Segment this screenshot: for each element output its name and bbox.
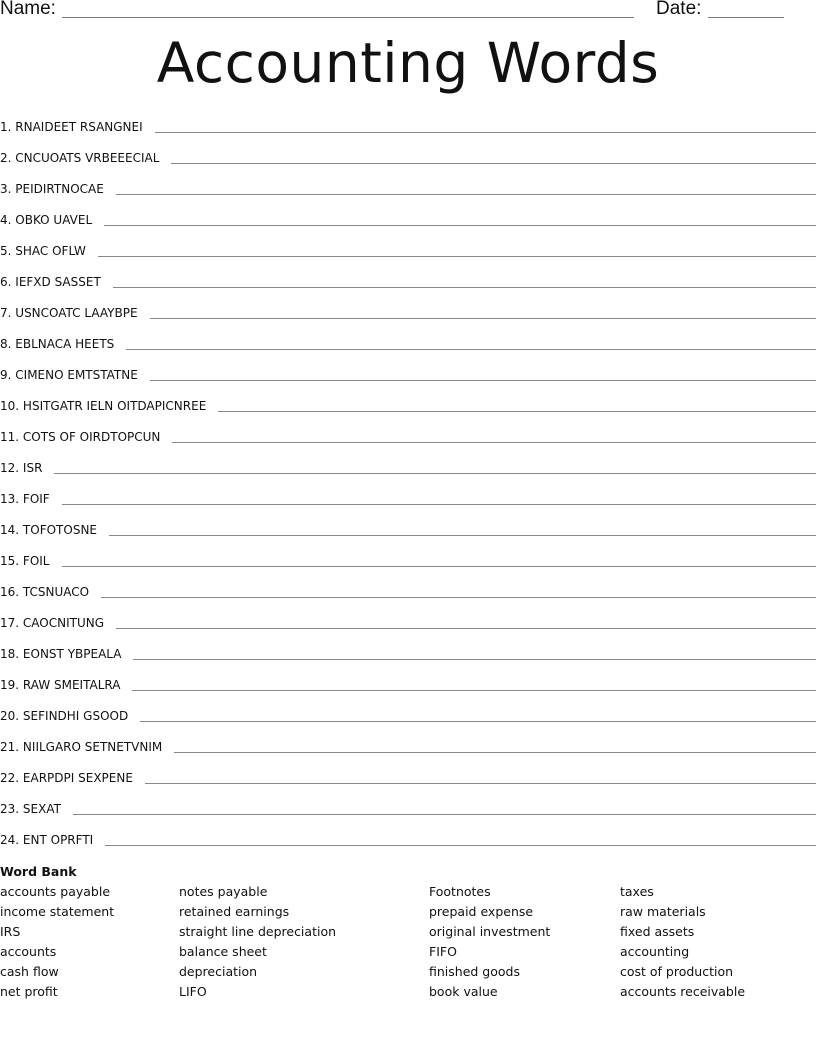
question-row: [0, 201, 816, 232]
question-row: [0, 139, 816, 170]
word-bank-column: [179, 882, 336, 1002]
question-number: 4.: [0, 213, 12, 227]
question-row: [0, 170, 816, 201]
question-row: [0, 418, 816, 449]
question-row: [0, 759, 816, 790]
scrambled-word: USNCOATC LAAYBPE: [15, 306, 138, 320]
word-bank-item: book value: [429, 984, 498, 999]
question-number: 13.: [0, 492, 20, 506]
answer-line[interactable]: [174, 751, 816, 753]
page-title: Accounting Words: [156, 31, 660, 95]
question-number: 12.: [0, 461, 20, 475]
word-bank-item: notes payable: [179, 884, 268, 899]
scrambled-word: SEFINDHI GSOOD: [22, 709, 129, 723]
word-bank-item: Footnotes: [429, 884, 491, 899]
question-number: 24.: [0, 833, 20, 847]
scrambled-word: IEFXD SASSET: [15, 275, 101, 289]
word-bank-item: finished goods: [429, 964, 520, 979]
answer-line[interactable]: [218, 410, 816, 412]
scrambled-word: EBLNACA HEETS: [15, 337, 115, 351]
question-number: 2.: [0, 151, 12, 165]
answer-line[interactable]: [113, 286, 816, 288]
question-row: [0, 325, 816, 356]
word-bank-item: cash flow: [0, 964, 59, 979]
question-number: 22.: [0, 771, 20, 785]
word-bank-item: prepaid expense: [429, 904, 534, 919]
question-number: 21.: [0, 740, 20, 754]
word-bank-item: net profit: [0, 984, 58, 999]
question-row: [0, 573, 816, 604]
scrambled-word: SEXAT: [22, 802, 61, 816]
scrambled-word: CNCUOATS VRBEEECIAL: [15, 151, 160, 165]
question-number: 15.: [0, 554, 20, 568]
word-bank-title: Word Bank: [0, 864, 77, 879]
question-row: [0, 821, 816, 852]
question-number: 5.: [0, 244, 12, 258]
question-row: [0, 728, 816, 759]
answer-line[interactable]: [150, 379, 816, 381]
name-field[interactable]: [62, 17, 634, 18]
word-bank-item: accounting: [620, 944, 690, 959]
question-row: [0, 542, 816, 573]
scrambled-word: FOIF: [22, 492, 50, 506]
answer-line[interactable]: [109, 534, 816, 536]
question-row: [0, 294, 816, 325]
scrambled-word: RAW SMEITALRA: [22, 678, 121, 692]
question-row: [0, 697, 816, 728]
word-bank-item: accounts receivable: [620, 984, 746, 999]
answer-line[interactable]: [145, 782, 816, 784]
question-number: 20.: [0, 709, 20, 723]
question-number: 6.: [0, 275, 12, 289]
answer-line[interactable]: [133, 658, 816, 660]
answer-line[interactable]: [126, 348, 816, 350]
scrambled-word: TOFOTOSNE: [22, 523, 97, 537]
word-bank-item: depreciation: [179, 964, 258, 979]
question-row: [0, 108, 816, 139]
question-number: 7.: [0, 306, 12, 320]
scrambled-word: TCSNUACO: [22, 585, 90, 599]
question-number: 9.: [0, 368, 12, 382]
word-bank-item: FIFO: [429, 944, 457, 959]
question-row: [0, 480, 816, 511]
scrambled-word: CIMENO EMTSTATNE: [15, 368, 138, 382]
answer-line[interactable]: [116, 627, 816, 629]
answer-line[interactable]: [132, 689, 816, 691]
question-list: [0, 108, 816, 852]
answer-line[interactable]: [98, 255, 816, 257]
question-number: 8.: [0, 337, 12, 351]
date-field[interactable]: [708, 17, 784, 18]
scrambled-word: EONST YBPEALA: [22, 647, 122, 661]
word-bank-item: original investment: [429, 924, 551, 939]
word-bank-item: fixed assets: [620, 924, 695, 939]
question-number: 19.: [0, 678, 20, 692]
question-row: [0, 666, 816, 697]
word-bank-item: accounts payable: [0, 884, 111, 899]
word-bank-item: accounts: [0, 944, 57, 959]
question-row: [0, 790, 816, 821]
word-bank-item: LIFO: [179, 984, 207, 999]
scrambled-word: HSITGATR IELN OITDAPICNREE: [22, 399, 207, 413]
question-number: 10.: [0, 399, 20, 413]
question-number: 16.: [0, 585, 20, 599]
question-row: [0, 511, 816, 542]
scrambled-word: ISR: [22, 461, 43, 475]
question-number: 14.: [0, 523, 20, 537]
word-bank-item: IRS: [0, 924, 21, 939]
answer-line[interactable]: [172, 441, 816, 443]
question-row: [0, 232, 816, 263]
answer-line[interactable]: [155, 131, 816, 133]
answer-line[interactable]: [140, 720, 816, 722]
word-bank-item: income statement: [0, 904, 115, 919]
answer-line[interactable]: [54, 472, 816, 474]
question-row: [0, 449, 816, 480]
name-label: Name:: [0, 0, 56, 19]
question-number: 18.: [0, 647, 20, 661]
scrambled-word: SHAC OFLW: [15, 244, 86, 258]
answer-line[interactable]: [62, 503, 816, 505]
scrambled-word: OBKO UAVEL: [15, 213, 93, 227]
scrambled-word: NIILGARO SETNETVNIM: [22, 740, 163, 754]
header: [0, 0, 816, 24]
question-row: [0, 263, 816, 294]
question-row: [0, 387, 816, 418]
answer-line[interactable]: [105, 844, 816, 846]
scrambled-word: PEIDIRTNOCAE: [15, 182, 104, 196]
scrambled-word: RNAIDEET RSANGNEI: [15, 120, 143, 134]
answer-line[interactable]: [62, 565, 816, 567]
answer-line[interactable]: [104, 224, 816, 226]
question-row: [0, 356, 816, 387]
answer-line[interactable]: [73, 813, 816, 815]
question-number: 3.: [0, 182, 12, 196]
scrambled-word: ENT OPRFTI: [22, 833, 94, 847]
word-bank-column: [0, 882, 114, 1002]
question-number: 1.: [0, 120, 12, 134]
date-label: Date:: [656, 0, 702, 19]
answer-line[interactable]: [150, 317, 816, 319]
answer-line[interactable]: [101, 596, 816, 598]
answer-line[interactable]: [171, 162, 816, 164]
word-bank-item: taxes: [620, 884, 654, 899]
word-bank-columns: [0, 882, 816, 1012]
word-bank-item: straight line depreciation: [179, 924, 337, 939]
word-bank-item: cost of production: [620, 964, 734, 979]
word-bank-item: raw materials: [620, 904, 706, 919]
question-number: 17.: [0, 616, 20, 630]
scrambled-word: COTS OF OIRDTOPCUN: [22, 430, 161, 444]
word-bank-column: [620, 882, 745, 1002]
word-bank-item: balance sheet: [179, 944, 267, 959]
question-number: 11.: [0, 430, 20, 444]
word-bank-item: retained earnings: [179, 904, 290, 919]
question-number: 23.: [0, 802, 20, 816]
scrambled-word: EARPDPI SEXPENE: [22, 771, 133, 785]
word-bank-column: [429, 882, 550, 1002]
scrambled-word: FOIL: [22, 554, 50, 568]
word-bank: [0, 864, 816, 1012]
question-row: [0, 635, 816, 666]
question-row: [0, 604, 816, 635]
answer-line[interactable]: [116, 193, 816, 195]
scrambled-word: CAOCNITUNG: [22, 616, 105, 630]
